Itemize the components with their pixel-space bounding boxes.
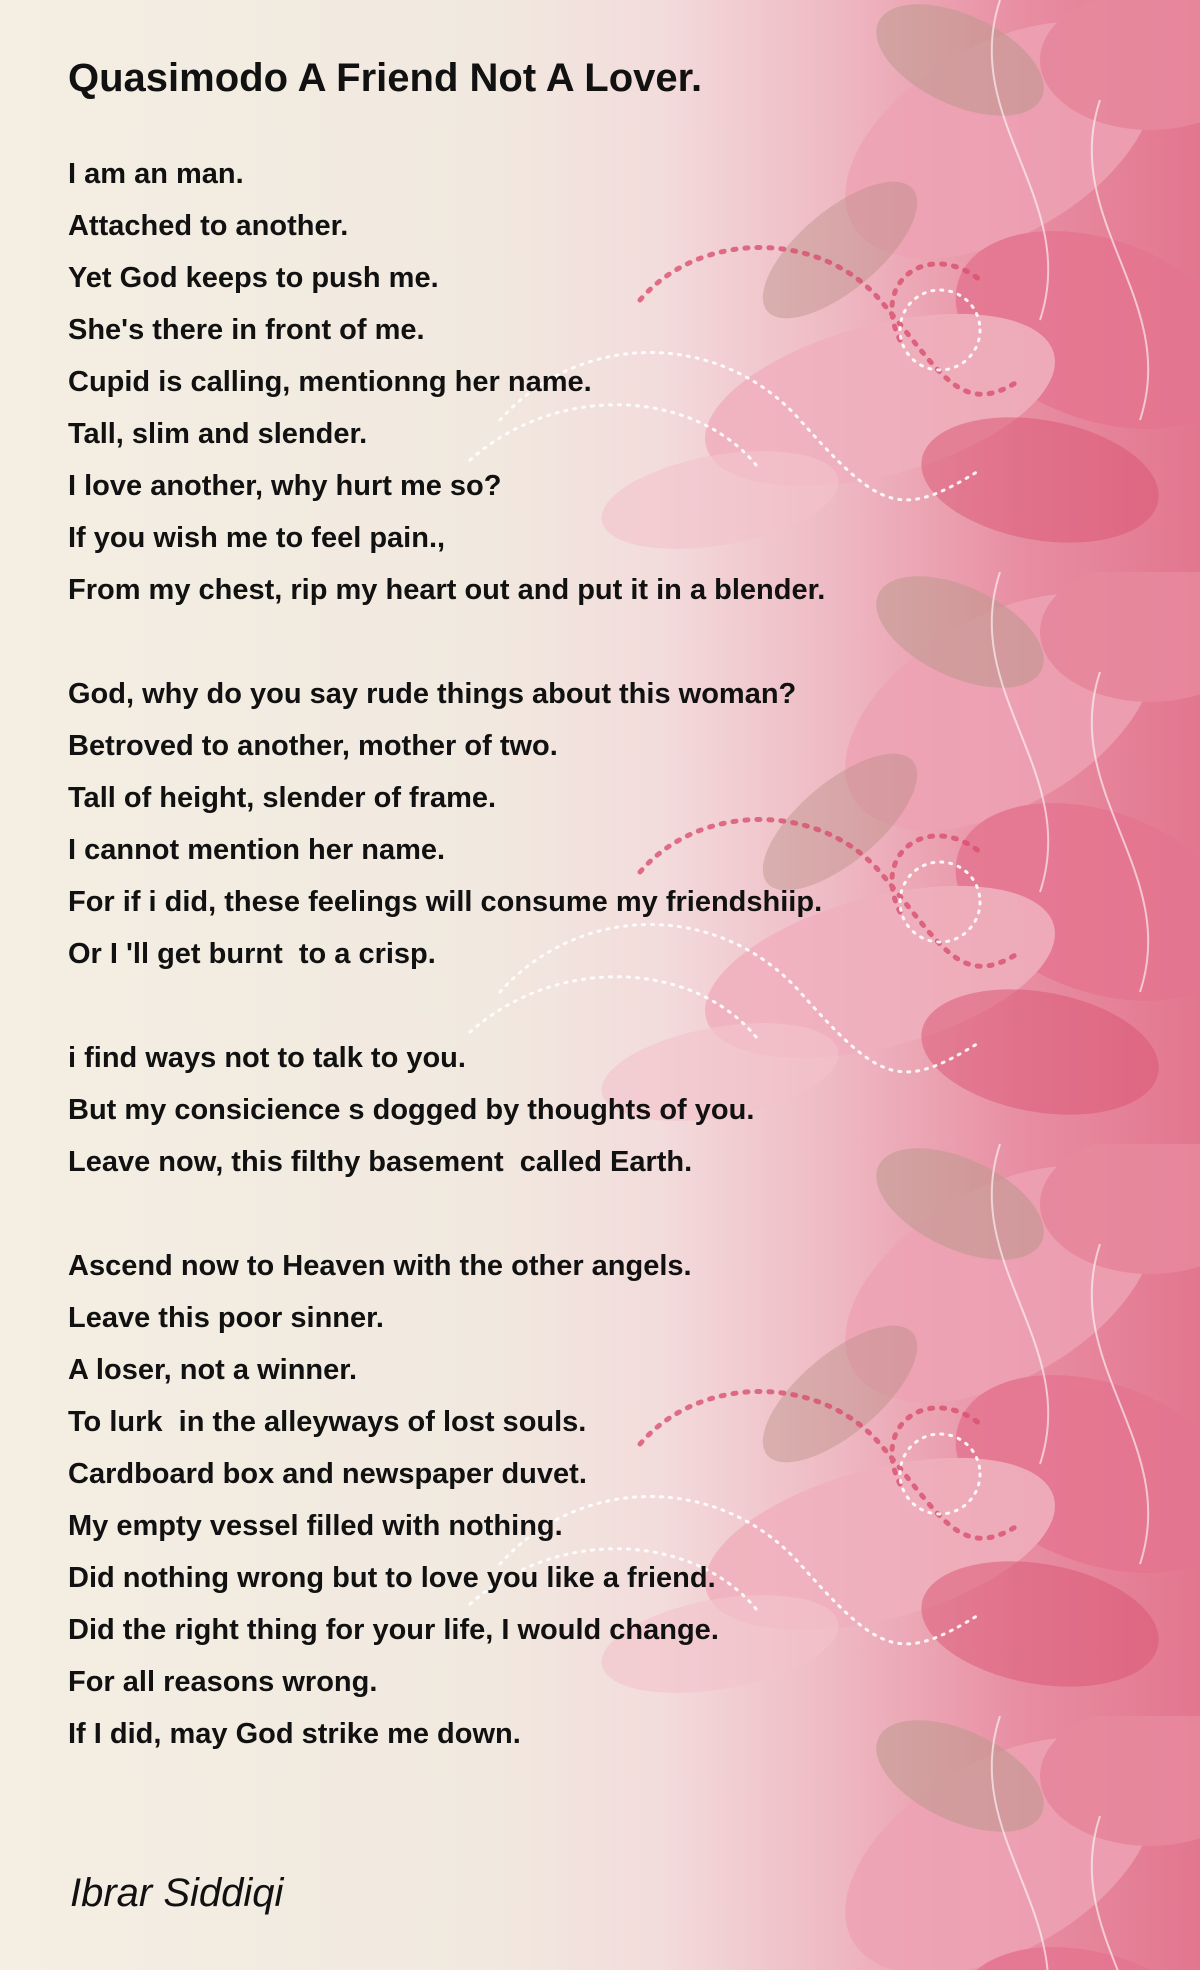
stanza-1: [68, 148, 825, 616]
poem-line: If I did, may God strike me down.: [68, 1718, 521, 1750]
poem-line: Did the right thing for your life, I would change.: [68, 1614, 719, 1646]
poem-line: i find ways not to talk to you.: [68, 1042, 466, 1074]
poem-line: Or I 'll get burnt to a crisp.: [68, 938, 436, 970]
poem-line: I love another, why hurt me so?: [68, 470, 502, 502]
poem-line: If you wish me to feel pain.,: [68, 522, 446, 554]
poem-line: I am an man.: [68, 158, 244, 190]
poem-author: Ibrar Siddiqi: [70, 1871, 284, 1915]
poem-line: I cannot mention her name.: [68, 834, 446, 866]
poem-line: Did nothing wrong but to love you like a friend.: [68, 1562, 716, 1594]
poem-line: For if i did, these feelings will consume my friendshiip.: [68, 886, 823, 918]
poem-line: Cupid is calling, mentionng her name.: [68, 366, 592, 398]
poem-line: Ascend now to Heaven with the other angels.: [68, 1250, 692, 1282]
poem-line: Tall, slim and slender.: [68, 418, 368, 450]
stanza-3: [68, 1032, 754, 1188]
poem-line: Leave this poor sinner.: [68, 1302, 384, 1334]
stanza-4: [68, 1240, 719, 1760]
poem-line: She's there in front of me.: [68, 314, 425, 346]
poem-line: But my consicience s dogged by thoughts of you.: [68, 1094, 755, 1126]
poem-title: Quasimodo A Friend Not A Lover.: [68, 56, 703, 100]
poem-line: A loser, not a winner.: [68, 1354, 357, 1386]
poem-line: Leave now, this filthy basement called Earth.: [68, 1146, 693, 1178]
poem-line: God, why do you say rude things about this woman?: [68, 678, 797, 710]
poem-line: Tall of height, slender of frame.: [68, 782, 497, 814]
poem-line: Yet God keeps to push me.: [68, 262, 439, 294]
poem-line: To lurk in the alleyways of lost souls.: [68, 1406, 587, 1438]
poem-line: Betroved to another, mother of two.: [68, 730, 558, 762]
poem-line: My empty vessel filled with nothing.: [68, 1510, 563, 1542]
poem-line: For all reasons wrong.: [68, 1666, 378, 1698]
poem-line: From my chest, rip my heart out and put it in a blender.: [68, 574, 826, 606]
poem-line: Attached to another.: [68, 210, 349, 242]
poem-line: Cardboard box and newspaper duvet.: [68, 1458, 587, 1490]
stanza-2: [68, 668, 822, 980]
